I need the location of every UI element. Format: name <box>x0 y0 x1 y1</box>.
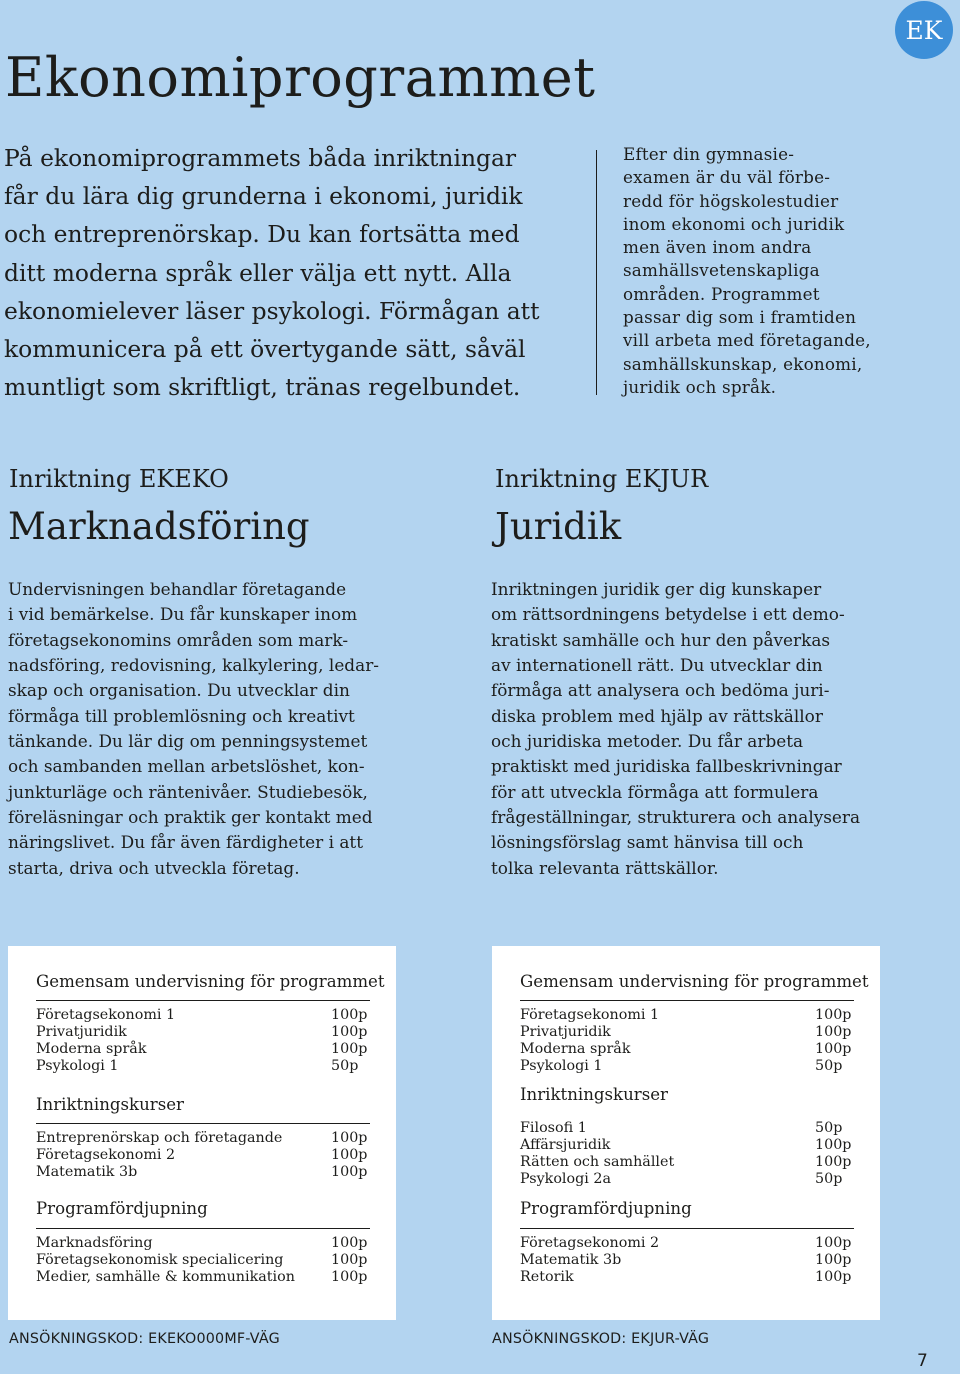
track-name-marknadsforing: Marknadsföring <box>8 505 310 548</box>
course-points: 50p <box>815 1120 843 1136</box>
course-name: Privatjuridik <box>520 1024 611 1040</box>
course-points: 100p <box>331 1041 368 1057</box>
section-divider <box>36 1123 370 1124</box>
course-row <box>520 1058 854 1075</box>
course-row <box>520 1235 854 1252</box>
course-row <box>520 1024 854 1041</box>
orientation-courses-list <box>520 1120 854 1188</box>
course-points: 100p <box>815 1252 852 1268</box>
course-box-ekeko <box>8 946 396 1320</box>
track-label-ekeko: Inriktning EKEKO <box>9 465 229 493</box>
page-title: Ekonomiprogrammet <box>5 46 596 109</box>
application-code-ekjur: ANSÖKNINGSKOD: EKJUR-VÄG <box>492 1331 710 1347</box>
course-box-ekjur <box>492 946 880 1320</box>
course-row <box>520 1154 854 1171</box>
section-divider <box>520 1000 854 1001</box>
course-name: Filosofi 1 <box>520 1120 587 1136</box>
course-points: 100p <box>815 1007 852 1023</box>
course-name: Medier, samhälle & kommunikation <box>36 1269 295 1285</box>
course-name: Marknadsföring <box>36 1235 153 1251</box>
course-name: Retorik <box>520 1269 574 1285</box>
course-name: Psykologi 1 <box>520 1058 603 1074</box>
program-badge: EK <box>895 1 953 59</box>
course-name: Företagsekonomi 2 <box>520 1235 660 1251</box>
course-row <box>36 1269 370 1286</box>
course-points: 100p <box>331 1024 368 1040</box>
course-points: 100p <box>815 1137 852 1153</box>
course-points: 100p <box>331 1235 368 1251</box>
section-divider <box>36 1228 370 1229</box>
course-row <box>520 1252 854 1269</box>
course-points: 100p <box>331 1130 368 1146</box>
course-name: Företagsekonomi 2 <box>36 1147 176 1163</box>
course-points: 50p <box>331 1058 359 1074</box>
course-points: 100p <box>815 1269 852 1285</box>
common-courses-heading: Gemensam undervisning för programmet <box>520 972 869 991</box>
application-code-ekeko: ANSÖKNINGSKOD: EKEKO000MF-VÄG <box>9 1331 280 1347</box>
orientation-courses-list <box>36 1130 370 1181</box>
course-points: 100p <box>815 1235 852 1251</box>
course-row <box>520 1171 854 1188</box>
course-name: Psykologi 1 <box>36 1058 119 1074</box>
course-name: Entreprenörskap och företagande <box>36 1130 283 1146</box>
page-number: 7 <box>917 1351 928 1371</box>
deepening-courses-list <box>520 1235 854 1286</box>
course-points: 100p <box>331 1164 368 1180</box>
course-row <box>520 1137 854 1154</box>
course-name: Företagsekonomi 1 <box>36 1007 176 1023</box>
common-courses-list <box>36 1007 370 1075</box>
course-name: Företagsekonomi 1 <box>520 1007 660 1023</box>
course-name: Matematik 3b <box>36 1164 138 1180</box>
course-row <box>36 1164 370 1181</box>
track-description-ekeko: Undervisningen behandlar företagande i vid bemärkelse. Du får kunskaper inom företagsekonomins områden som mark- nadsföring, redovisning, kalkylering, ledar- skap och organisation. Du utvecklar din förmåga till problemlösning och kreativt tänkande. Du lär dig om penningsystemet och sambanden mellan arbetslöshet, kon- junkturläge och räntenivåer. Studiebesök, föreläsningar och praktik ger kontakt med näringslivet. Du får även färdigheter i att starta, driva och utveckla företag. <box>8 579 379 878</box>
course-row <box>36 1252 370 1269</box>
orientation-courses-heading: Inriktningskurser <box>36 1095 184 1114</box>
course-row <box>36 1235 370 1252</box>
course-points: 100p <box>815 1024 852 1040</box>
course-row <box>36 1041 370 1058</box>
course-points: 50p <box>815 1171 843 1187</box>
course-row <box>36 1130 370 1147</box>
track-label-ekjur: Inriktning EKJUR <box>495 465 709 493</box>
deepening-courses-heading: Programfördjupning <box>36 1199 208 1218</box>
course-row <box>520 1269 854 1286</box>
track-description-ekjur: Inriktningen juridik ger dig kunskaper om rättsordningens betydelse i ett demo- kratiskt samhälle och hur den påverkas av internationell rätt. Du utvecklar din förmåga att analysera och bedöma juri- diska problem med hjälp av rättskällor och juridiska metoder. Du får arbeta praktiskt med juridiska fallbeskrivningar för att utveckla förmåga att formulera frågeställningar, strukturera och analysera lösningsförslag samt hänvisa till och tolka relevanta rättskällor. <box>491 579 861 878</box>
course-name: Företagsekonomisk specialicering <box>36 1252 284 1268</box>
course-row <box>36 1147 370 1164</box>
course-points: 100p <box>331 1147 368 1163</box>
course-row <box>520 1007 854 1024</box>
aside-text: Efter din gymnasie- examen är du väl förbe- redd för högskolestudier inom ekonomi och juridik men även inom andra samhällsvetenskapliga områden. Programmet passar dig som i framtiden vill arbeta med företagande, samhällskunskap, ekonomi, juridik och språk. <box>623 144 871 397</box>
course-row <box>520 1041 854 1058</box>
section-divider <box>36 1000 370 1001</box>
course-name: Moderna språk <box>520 1041 631 1057</box>
common-courses-heading: Gemensam undervisning för programmet <box>36 972 385 991</box>
course-points: 100p <box>815 1041 852 1057</box>
course-points: 100p <box>331 1252 368 1268</box>
course-row <box>36 1024 370 1041</box>
course-name: Rätten och samhället <box>520 1154 675 1170</box>
course-name: Privatjuridik <box>36 1024 127 1040</box>
column-divider <box>596 150 597 395</box>
deepening-courses-list <box>36 1235 370 1286</box>
course-points: 100p <box>331 1007 368 1023</box>
course-name: Affärsjuridik <box>520 1137 611 1153</box>
course-name: Psykologi 2a <box>520 1171 611 1187</box>
section-divider <box>520 1228 854 1229</box>
course-row <box>36 1007 370 1024</box>
course-row <box>36 1058 370 1075</box>
course-row <box>520 1120 854 1137</box>
track-name-juridik: Juridik <box>495 505 622 548</box>
course-name: Moderna språk <box>36 1041 147 1057</box>
course-points: 50p <box>815 1058 843 1074</box>
course-name: Matematik 3b <box>520 1252 622 1268</box>
course-points: 100p <box>815 1154 852 1170</box>
deepening-courses-heading: Programfördjupning <box>520 1199 692 1218</box>
intro-text: På ekonomiprogrammets båda inriktningar får du lära dig grunderna i ekonomi, juridik och entreprenörskap. Du kan fortsätta med ditt moderna språk eller välja ett nytt. Alla ekonomielever läser psykologi. Förmågan att kommunicera på ett övertygande sätt, såväl muntligt som skriftligt, tränas regelbundet. <box>4 144 540 402</box>
orientation-courses-heading: Inriktningskurser <box>520 1085 668 1104</box>
course-points: 100p <box>331 1269 368 1285</box>
common-courses-list <box>520 1007 854 1075</box>
